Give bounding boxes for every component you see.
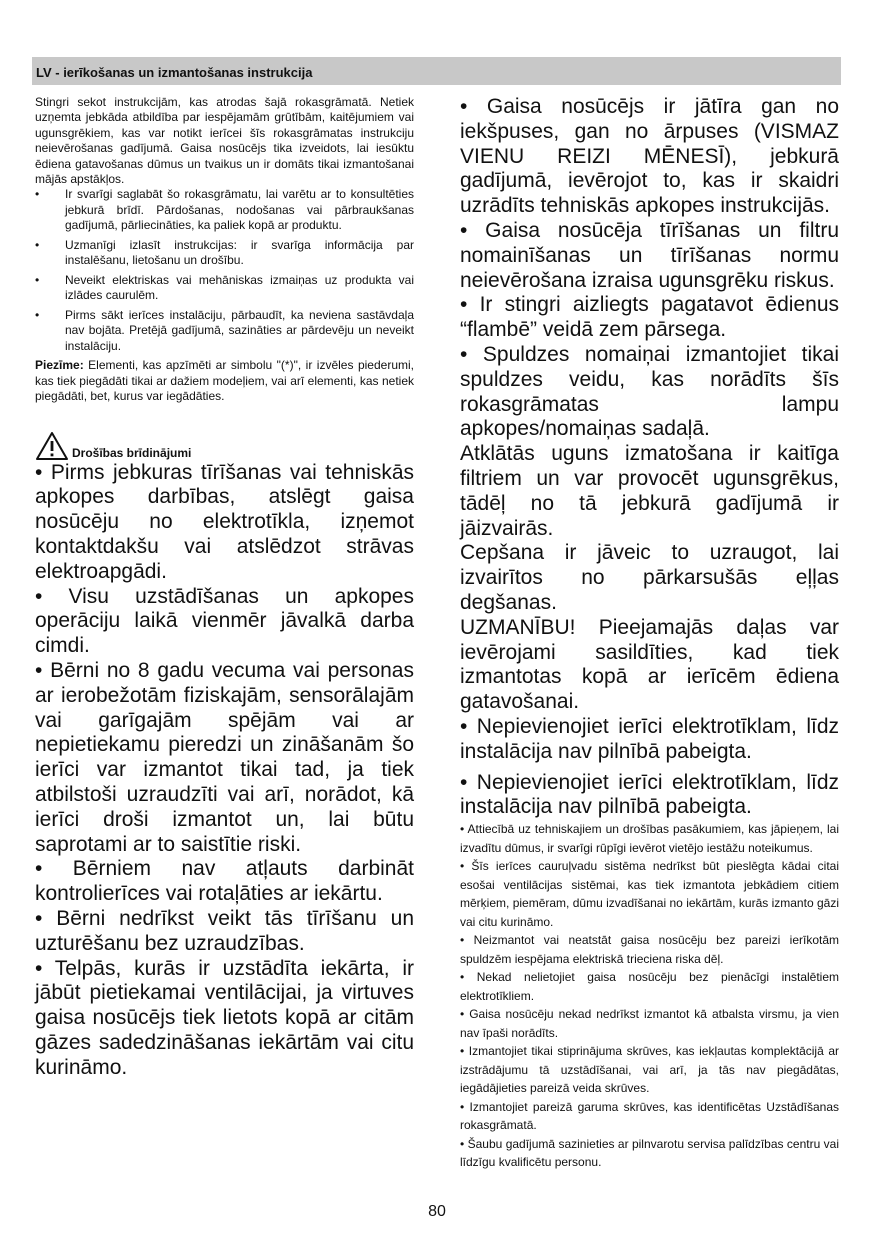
warning-paragraph: • Bērniem nav atļauts darbināt kontrolierīces vai rotaļāties ar iekārtu. — [35, 857, 414, 906]
small-warning-paragraph: • Gaisa nosūcēju nekad nedrīkst izmantot kā atbalsta virsmu, ja vien nav īpaši norādīts. — [460, 1007, 839, 1040]
note-text: Elementi, kas apzīmēti ar simbolu "(*)", ir izvēles piederumi, kas tiek piegādāti tikai ar dažiem modeļiem, vai arī elementi, kas netiek piegādāti, bet, kurus var iegādāties. — [35, 358, 414, 404]
note-label: Piezīme: — [35, 358, 84, 373]
section-title: LV - ierīkošanas un izmantošanas instrukcija — [36, 65, 313, 80]
intro-paragraph: Stingri sekot instrukcijām, kas atrodas šajā rokasgrāmatā. Netiek uzņemta jebkāda atbildība par iespējamām grūtībām, kaitējumiem vai ugunsgrēkiem, kas var notikt ierīcei šīs rokasgrāmatas instrukciju neievērošanas gadījumā. Gaisa nosūcējs tika izveidots, lai iesūktu ēdiena gatavošanas dūmus un tvaikus un ir domāts tikai izmantošanai mājās apstākļos. — [35, 95, 414, 187]
warning-paragraph: Atklātās uguns izmatošana ir kaitīga filtriem un var provocēt ugunsgrēkus, tādēļ no tā jebkurā gadījumā ir jāizvairās. — [460, 442, 839, 540]
intro-bullet-list — [35, 187, 414, 354]
intro-bullet: • Ir svarīgi saglabāt šo rokasgrāmatu, lai varētu ar to konsultēties jebkurā brīdī. Pārdošanas, nodošanas vai pārbraukšanas gadījumā, pārliecināties, ka paliek kopā ar produktu. — [35, 187, 414, 234]
warning-paragraph: • Pirms jebkuras tīrīšanas vai tehniskās apkopes darbības, atslēgt gaisa nosūcēju no elektrotīkla, izņemot kontaktdakšu vai atslēdzot strāvas elektroapgādi. — [35, 460, 414, 583]
small-warning-paragraph: • Izmantojiet pareizā garuma skrūves, kas identificētas Uzstādīšanas rokasgrāmatā. — [460, 1099, 839, 1133]
warning-paragraph: • Nepievienojiet ierīci elektrotīklam, līdz instalācija nav pilnībā pabeigta. — [460, 714, 839, 763]
intro-bullet: • Uzmanīgi izlasīt instrukcijas: ir svarīga informācija par instalēšanu, lietošanu un drošību. — [35, 238, 414, 269]
warning-triangle-icon — [35, 431, 69, 461]
warning-paragraph: • Spuldzes nomaiņai izmantojiet tikai spuldzes veidu, kas norādīts šīs rokasgrāmatas lampu apkopes/nomaiņas sadaļā. — [460, 342, 839, 441]
warning-paragraph: UZMANĪBU! Pieejamajās daļas var ievērojami sasildīties, kad tiek izmantotas kopā ar ierīcēm ēdiena gatavošanai. — [460, 615, 839, 714]
section-header — [32, 57, 841, 85]
warning-paragraph: • Gaisa nosūcējs ir jātīra gan no iekšpuses, gan no ārpuses (VISMAZ VIENU REIZI MĒNESĪ), jebkurā gadījumā, ievērojot to, kas ir skaidri uzrādīts tehniskās apkopes instrukcijās. — [460, 95, 839, 218]
small-warning-paragraph: • Šaubu gadījumā sazinieties ar pilnvarotu servisa palīdzības centru vai līdzīgu kvalificētu personu. — [460, 1136, 839, 1170]
small-warning-paragraph: • Attiecībā uz tehniskajiem un drošības pasākumiem, kas jāpieņem, lai izvadītu dūmus, ir svarīgi rūpīgi ievērot vietējo iestāžu noteikumus. — [460, 822, 839, 855]
small-warning-paragraph: • Šīs ierīces cauruļvadu sistēma nedrīkst būt pieslēgta kādai citai esošai ventilācijas sistēmai, kas tiek izmantota jebkādiem citiem mērķiem, piemēram, dūmu izvadīšanai no iekārtām, kurās izmanto gāzi vai citu kurināmo. — [460, 859, 839, 929]
warning-paragraph: • Bērni no 8 gadu vecuma vai personas ar ierobežotām fiziskajām, sensorālajām vai garīgajām spējām vai ar nepietiekamu pieredzi un zināšanām šo ierīci var izmantot tikai tad, ja tiek atbilstoši uzraudzīti vai arī, norādot, kā ierīci droši izmantot un, lai būtu saprotami ar to saistītie riski. — [35, 659, 414, 856]
small-warning-paragraph: • Izmantojiet tikai stiprinājuma skrūves, kas iekļautas komplektācijā ar izstrādājumu tā uzstādīšanai, vai arī, ja tās nav piegādātas, iegādājieties pareizā veida skrūves. — [460, 1044, 839, 1096]
safety-warnings-title: Drošības brīdinājumi — [72, 445, 192, 460]
warning-paragraph: • Visu uzstādīšanas un apkopes operāciju laikā vienmēr jāvalkā darba cimdi. — [35, 584, 414, 658]
warning-paragraph: • Telpās, kurās ir uzstādīta iekārta, ir jābūt pietiekamai ventilācijai, ja virtuves gaisa nosūcējs tiek lietots kopā ar citām gāzes sadedzināšanas iekārtām vai citu kurināmo. — [35, 956, 414, 1079]
intro-bullet: • Neveikt elektriskas vai mehāniskas izmaiņas uz produkta vai izlādes caurulēm. — [35, 273, 414, 304]
page-number: 80 — [428, 1203, 446, 1220]
warning-paragraph-repeat: • Nepievienojiet ierīci elektrotīklam, līdz instalācija nav pilnībā pabeigta. — [460, 770, 839, 819]
small-warning-paragraph: • Nekad nelietojiet gaisa nosūcēju bez pienācīgi instalētiem elektrotīkliem. — [460, 970, 839, 1003]
warning-paragraph: • Bērni nedrīkst veikt tās tīrīšanu un uzturēšanu bez uzraudzības. — [35, 907, 414, 955]
intro-bullet: • Pirms sākt ierīces instalāciju, pārbaudīt, ka neviena sastāvdaļa nav bojāta. Pretējā gadījumā, sazināties ar pārdevēju un neveikt instalāciju. — [35, 308, 414, 355]
note-paragraph — [35, 358, 414, 404]
left-column — [35, 95, 414, 1081]
small-warning-paragraph: • Neizmantot vai neatstāt gaisa nosūcēju bez pareizi ierīkotām spuldzēm iespējama elektriskā trieciena riska dēļ. — [460, 933, 839, 966]
right-column — [460, 95, 839, 1172]
warning-paragraph: Cepšana ir jāveic to uzraugot, lai izvairītos no pārkarsušās eļļas degšanas. — [460, 541, 839, 614]
warning-paragraph: • Ir stingri aizliegts pagatavot ēdienus “flambē” veidā zem pārsega. — [460, 293, 839, 342]
warning-paragraph: • Gaisa nosūcēja tīrīšanas un filtru nomainīšanas un tīrīšanas normu neievērošana izraisa ugunsgrēku riskus. — [460, 218, 839, 292]
safety-warnings-heading — [35, 427, 414, 461]
